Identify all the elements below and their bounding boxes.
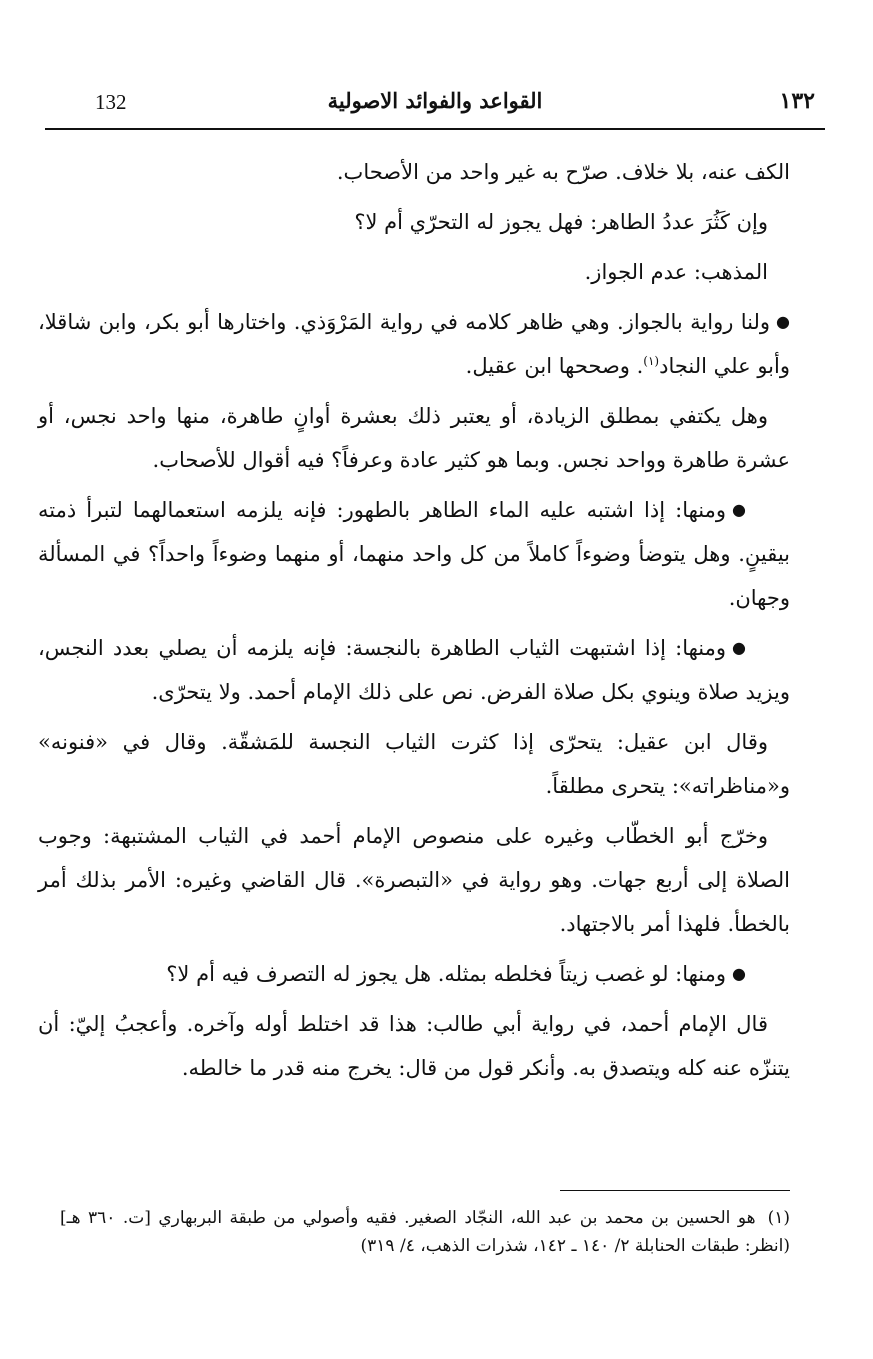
footnote: (١)هو الحسين بن محمد بن عبد الله، النجّاد الصغير. فقيه وأصولي من طبقة البربهاري [ت. ٣٦٠ هـ] (انظر: طبقات الحنابلة ٢/ ١٤٠ ـ ١٤٢، شذرات الذهب، ٤/ ٣١٩) <box>60 1204 790 1260</box>
bullet-icon: ● <box>732 964 746 983</box>
paragraph: ●ولنا رواية بالجواز. وهي ظاهر كلامه في رواية المَرْوَذي. واختارها أبو بكر، وابن شاقلا، وأبو علي النجاد$^{(١)}$. وصححها ابن عقيل. <box>38 300 790 388</box>
paragraph: وقال ابن عقيل: يتحرّى إذا كثرت الثياب النجسة للمَشقّة. وقال في «فنونه» و«مناظراته»: يتحرى مطلقاً. <box>38 730 790 798</box>
page-number-latin: 132 <box>95 90 127 114</box>
header-divider <box>45 128 825 130</box>
paragraph: قال الإمام أحمد، في رواية أبي طالب: هذا قد اختلط أوله وآخره. وأعجبُ إليّ: أن يتنزّه عنه كله ويتصدق به. وأنكر قول من قال: يخرج منه قدر ما خالطه. <box>38 1012 790 1080</box>
paragraph: المذهب: عدم الجواز. <box>584 260 768 284</box>
running-title: القواعد والفوائد الاصولية <box>327 88 543 113</box>
paragraph: ●ومنها: لو غصب زيتاً فخلطه بمثله. هل يجوز له التصرف فيه أم لا؟ <box>38 952 790 996</box>
bullet-icon: ● <box>776 312 790 331</box>
footnote-reference: (١) <box>643 354 660 368</box>
paragraph: ●ومنها: إذا اشتبه عليه الماء الطاهر بالطهور: فإنه يلزمه استعمالهما لتبرأ ذمته بيقينٍ. وهل يتوضأ وضوءاً كاملاً من كل واحد منهما، أو منهما وضوءاً واحداً؟ في المسألة وجهان. <box>38 488 790 620</box>
main-text <box>38 150 790 1096</box>
paragraph: الكف عنه، بلا خلاف. صرّح به غير واحد من الأصحاب. <box>336 160 790 184</box>
bullet-icon: ● <box>732 638 746 657</box>
page-header <box>45 88 825 126</box>
footnote-marker: (١) <box>767 1208 791 1228</box>
footnote-divider <box>560 1190 790 1191</box>
bullet-icon: ● <box>732 500 746 519</box>
paragraph: وهل يكتفي بمطلق الزيادة، أو يعتبر ذلك بعشرة أوانٍ طاهرة، منها واحد نجس، أو عشرة طاهرة وواحد نجس. وبما هو كثير عادة وعرفاً؟ فيه أقوال للأصحاب. <box>38 404 790 472</box>
paragraph: وإن كَثُرَ عددُ الطاهر: فهل يجوز له التحرّي أم لا؟ <box>354 210 768 234</box>
paragraph: وخرّج أبو الخطّاب وغيره على منصوص الإمام أحمد في الثياب المشتبهة: وجوب الصلاة إلى أربع جهات. وهو رواية في «التبصرة». قال القاضي وغيره: الأمر بذلك أمر بالخطأ. فلهذا أمر بالاجتهاد. <box>38 824 790 936</box>
page-number-arabic: ١٣٢ <box>779 88 815 114</box>
footnotes <box>60 1204 790 1260</box>
paragraph: ●ومنها: إذا اشتبهت الثياب الطاهرة بالنجسة: فإنه يلزمه أن يصلي بعدد النجس، ويزيد صلاة وينوي بكل صلاة الفرض. نص على ذلك الإمام أحمد. ولا يتحرّى. <box>38 626 790 714</box>
